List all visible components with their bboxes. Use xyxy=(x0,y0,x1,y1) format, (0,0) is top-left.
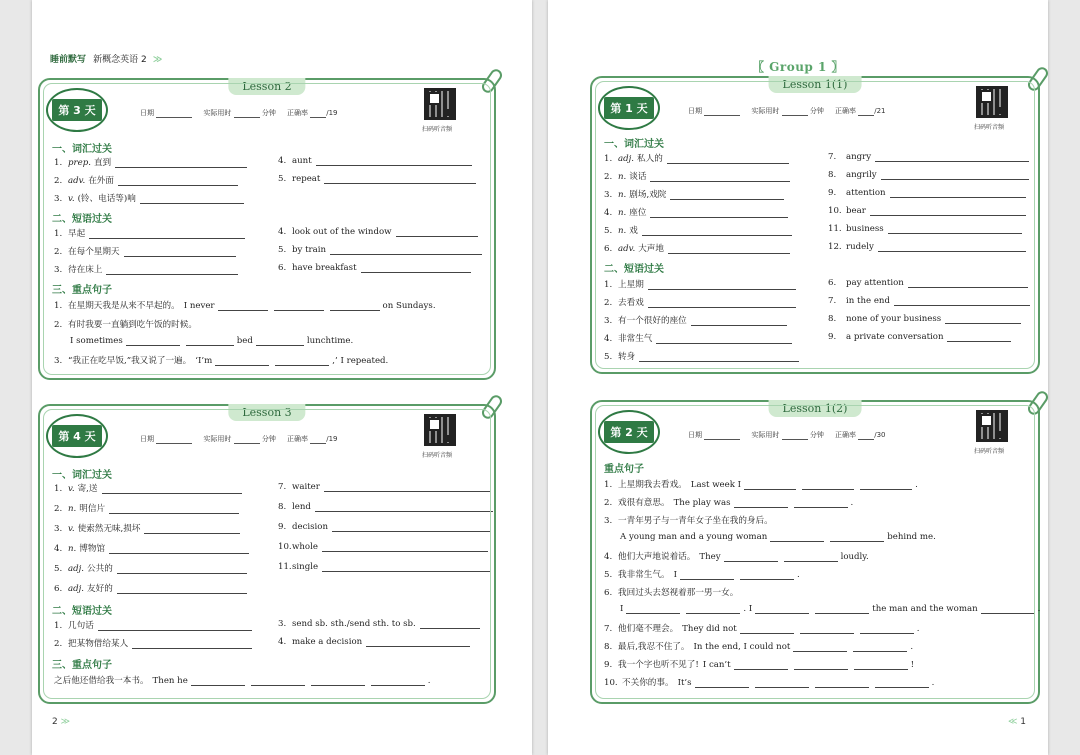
vocab-item: 9. decision xyxy=(278,522,490,532)
paperclip-icon xyxy=(1026,389,1051,417)
section-sentences: 重点句子 xyxy=(604,464,644,475)
phrase-item: 2. 把某物借给某人 xyxy=(54,637,252,649)
answer-blank[interactable] xyxy=(860,625,914,634)
answer-blank[interactable] xyxy=(126,337,180,346)
sentence-item: 6. 我回过头去怒视着那一男一女。 xyxy=(604,588,739,598)
answer-blank[interactable] xyxy=(124,248,236,257)
qr-caption: 扫码听音频 xyxy=(974,124,1005,131)
answer-blank[interactable] xyxy=(89,230,245,239)
vocab-item: 12. rudely xyxy=(828,242,1026,252)
section-vocabulary: 一、词汇过关 xyxy=(604,139,664,150)
sentence-item: 9. 我一个字也听不见了! I can’t ! xyxy=(604,660,915,670)
sentence-item: A young man and a young woman behind me. xyxy=(620,532,936,542)
answer-blank[interactable] xyxy=(650,173,790,182)
section-sentences: 三、重点句子 xyxy=(52,285,112,296)
answer-blank[interactable] xyxy=(981,605,1035,614)
answer-blank[interactable] xyxy=(132,640,252,649)
answer-blank[interactable] xyxy=(140,195,244,204)
vocab-item: 7. waiter xyxy=(278,482,490,492)
meta-row: 日期 实际用时 分钟 正确率 /19 xyxy=(140,109,338,117)
vocab-item: 9. attention xyxy=(828,188,1026,198)
phrase-item: 2. 去看戏 xyxy=(604,296,796,308)
worksheet-card-day3 xyxy=(38,78,496,380)
answer-blank[interactable] xyxy=(853,643,907,652)
qr-caption: 扫码听音频 xyxy=(422,126,453,133)
answer-blank[interactable] xyxy=(420,620,480,629)
day-badge: 第 4 天 xyxy=(46,414,108,458)
lesson-title: Lesson 1(1) xyxy=(769,76,862,93)
day-badge: 第 3 天 xyxy=(46,88,108,132)
answer-blank[interactable] xyxy=(650,209,788,218)
phrase-item: 7. in the end xyxy=(828,296,1030,306)
sentence-item: I sometimes bed lunchtime. xyxy=(70,336,354,346)
vocab-item: 4. n. 座位 xyxy=(604,206,788,218)
answer-blank[interactable] xyxy=(770,533,824,542)
sentence-item: 2. 戏很有意思。 The play was . xyxy=(604,498,854,508)
phrase-item: 3. send sb. sth./send sth. to sb. xyxy=(278,619,480,629)
vocab-item: 1. v. 寄,送 xyxy=(54,482,242,494)
answer-blank[interactable] xyxy=(275,357,329,366)
answer-blank[interactable] xyxy=(330,246,482,255)
answer-blank[interactable] xyxy=(186,337,234,346)
phrase-item: 1. 上星期 xyxy=(604,278,796,290)
answer-blank[interactable] xyxy=(800,625,854,634)
answer-blank[interactable] xyxy=(118,177,238,186)
answer-blank[interactable] xyxy=(794,661,848,670)
section-sentences: 三、重点句子 xyxy=(52,660,112,671)
vocab-item: 2. n. 明信片 xyxy=(54,502,239,514)
vocab-item: 5. adj. 公共的 xyxy=(54,562,247,574)
answer-blank[interactable] xyxy=(854,661,908,670)
answer-blank[interactable] xyxy=(860,481,912,490)
vocab-item: 6. adv. 大声地 xyxy=(604,242,790,254)
answer-blank[interactable] xyxy=(802,481,854,490)
vocab-item: 7. angry xyxy=(828,152,1029,162)
page-number: 2 ≫ xyxy=(52,717,71,727)
answer-blank[interactable] xyxy=(274,302,324,311)
answer-blank[interactable] xyxy=(740,625,794,634)
answer-blank[interactable] xyxy=(890,189,1026,198)
vocab-item: 11. business xyxy=(828,224,1022,234)
answer-blank[interactable] xyxy=(670,191,784,200)
meta-row: 日期 实际用时 分钟 正确率 /19 xyxy=(140,435,338,443)
group-title: 〖 Group 1 〗 xyxy=(751,60,845,74)
vocab-item: 8. angrily xyxy=(828,170,1029,180)
meta-row: 日期 实际用时 分钟 正确率 /30 xyxy=(688,431,886,439)
answer-blank[interactable] xyxy=(102,485,242,494)
day-badge: 第 2 天 xyxy=(598,410,660,454)
vocab-item: 10. bear xyxy=(828,206,1026,216)
phrase-item: 6. have breakfast xyxy=(278,263,471,273)
chevron-right-icon: ≫ xyxy=(60,717,71,727)
answer-blank[interactable] xyxy=(117,585,247,594)
answer-blank[interactable] xyxy=(784,553,838,562)
answer-blank[interactable] xyxy=(109,505,239,514)
section-phrases: 二、短语过关 xyxy=(52,606,112,617)
vocab-item: 2. adv. 在外面 xyxy=(54,174,238,186)
answer-blank[interactable] xyxy=(639,353,799,362)
phrase-item: 5. 转身 xyxy=(604,350,799,362)
paperclip-icon xyxy=(480,67,505,95)
answer-blank[interactable] xyxy=(734,661,788,670)
running-head-title: 睡前默写 xyxy=(50,55,87,65)
answer-blank[interactable] xyxy=(648,281,796,290)
answer-blank[interactable] xyxy=(315,503,493,512)
qr-code-icon[interactable] xyxy=(976,410,1008,442)
sentence-item: 2. 有时我要一直躺到吃午饭的时候。 xyxy=(54,320,197,330)
sentence-item: I . I the man and the woman . xyxy=(620,604,1041,614)
vocab-item: 11. single xyxy=(278,562,490,572)
section-vocabulary: 一、词汇过关 xyxy=(52,470,112,481)
answer-blank[interactable] xyxy=(691,317,787,326)
page-number: ≪ 1 xyxy=(1008,717,1027,727)
lesson-title: Lesson 2 xyxy=(228,78,305,95)
phrase-item: 4. make a decision xyxy=(278,637,470,647)
answer-blank[interactable] xyxy=(656,335,792,344)
answer-blank[interactable] xyxy=(322,563,490,572)
vocab-item: 5. n. 戏 xyxy=(604,224,792,236)
phrase-item: 4. look out of the window xyxy=(278,227,478,237)
vocab-item: 3. v. (铃、电话等)响 xyxy=(54,192,244,204)
answer-blank[interactable] xyxy=(667,155,789,164)
meta-row: 日期 实际用时 分钟 正确率 /21 xyxy=(688,107,886,115)
answer-blank[interactable] xyxy=(322,543,488,552)
answer-blank[interactable] xyxy=(945,315,1021,324)
sentence-item: 4. 他们大声地说着话。 They loudly. xyxy=(604,552,869,562)
phrase-item: 8. none of your business xyxy=(828,314,1021,324)
running-head-subtitle: 新概念英语 2 xyxy=(93,55,147,65)
sentence-item: 3. “我正在吃早饭,”我又说了一遍。 ‘I’m ,’ I repeated. xyxy=(54,356,389,366)
worksheet-card-day2 xyxy=(590,400,1040,704)
answer-blank[interactable] xyxy=(881,171,1029,180)
phrase-item: 3. 有一个很好的座位 xyxy=(604,314,787,326)
answer-blank[interactable] xyxy=(324,175,476,184)
sentence-item: 10. 不关你的事。 It’s . xyxy=(604,678,935,688)
answer-blank[interactable] xyxy=(875,153,1029,162)
answer-blank[interactable] xyxy=(98,622,252,631)
qr-caption: 扫码听音频 xyxy=(422,452,453,459)
answer-blank[interactable] xyxy=(366,638,470,647)
answer-blank[interactable] xyxy=(371,677,425,686)
answer-blank[interactable] xyxy=(332,523,490,532)
running-head xyxy=(50,52,162,65)
phrase-item: 5. by train xyxy=(278,245,482,255)
answer-blank[interactable] xyxy=(396,228,478,237)
phrase-item: 4. 非常生气 xyxy=(604,332,792,344)
answer-blank[interactable] xyxy=(311,677,365,686)
answer-blank[interactable] xyxy=(218,302,268,311)
answer-blank[interactable] xyxy=(908,279,1028,288)
vocab-item: 2. n. 谈话 xyxy=(604,170,790,182)
vocab-item: 3. n. 剧场,戏院 xyxy=(604,188,784,200)
right-page xyxy=(548,0,1048,755)
answer-blank[interactable] xyxy=(744,481,796,490)
left-page xyxy=(32,0,532,755)
phrase-item: 1. 几句话 xyxy=(54,619,252,631)
answer-blank[interactable] xyxy=(361,264,471,273)
answer-blank[interactable] xyxy=(794,499,848,508)
phrase-item: 9. a private conversation xyxy=(828,332,1011,342)
answer-blank[interactable] xyxy=(740,571,794,580)
sentence-item: 1. 在星期天我是从来不早起的。 I never on Sundays. xyxy=(54,301,436,311)
vocab-item: 6. adj. 友好的 xyxy=(54,582,247,594)
worksheet-card-day1 xyxy=(590,76,1040,374)
answer-blank[interactable] xyxy=(680,571,734,580)
chevron-right-icon: ≫ xyxy=(152,55,163,65)
answer-blank[interactable] xyxy=(648,299,796,308)
vocab-item: 10. whole xyxy=(278,542,488,552)
answer-blank[interactable] xyxy=(256,337,304,346)
phrase-item: 2. 在每个星期天 xyxy=(54,245,236,257)
section-phrases: 二、短语过关 xyxy=(604,264,664,275)
answer-blank[interactable] xyxy=(324,483,490,492)
vocab-item: 8. lend xyxy=(278,502,493,512)
phrase-item: 6. pay attention xyxy=(828,278,1028,288)
section-phrases: 二、短语过关 xyxy=(52,214,112,225)
vocab-item: 3. v. 使索然无味,损坏 xyxy=(54,522,240,534)
answer-blank[interactable] xyxy=(215,357,269,366)
day-badge: 第 1 天 xyxy=(598,86,660,130)
phrase-item: 1. 早起 xyxy=(54,227,245,239)
answer-blank[interactable] xyxy=(815,679,869,688)
answer-blank[interactable] xyxy=(115,159,247,168)
vocab-item: 4. aunt xyxy=(278,156,472,166)
answer-blank[interactable] xyxy=(316,157,472,166)
answer-blank[interactable] xyxy=(251,677,305,686)
vocab-item: 4. n. 博物馆 xyxy=(54,542,249,554)
phrase-item: 3. 待在床上 xyxy=(54,263,238,275)
sentence-item: 7. 他们毫不理会。 They did not . xyxy=(604,624,920,634)
answer-blank[interactable] xyxy=(734,499,788,508)
lesson-title: Lesson 1(2) xyxy=(769,400,862,417)
sentence-item: 之后他还借给我一本书。 Then he . xyxy=(54,676,431,686)
answer-blank[interactable] xyxy=(755,679,809,688)
vocab-item: 5. repeat xyxy=(278,174,476,184)
chevron-left-icon: ≪ xyxy=(1008,717,1018,727)
answer-blank[interactable] xyxy=(878,243,1026,252)
answer-blank[interactable] xyxy=(755,605,809,614)
vocab-item: 1. prep. 直到 xyxy=(54,156,247,168)
paperclip-icon xyxy=(480,393,505,421)
lesson-title: Lesson 3 xyxy=(228,404,305,421)
answer-blank[interactable] xyxy=(686,605,740,614)
answer-blank[interactable] xyxy=(793,643,847,652)
answer-blank[interactable] xyxy=(626,605,680,614)
qr-caption: 扫码听音频 xyxy=(974,448,1005,455)
answer-blank[interactable] xyxy=(894,297,1030,306)
sentence-item: 1. 上星期我去看戏。 Last week I . xyxy=(604,480,918,490)
answer-blank[interactable] xyxy=(642,227,792,236)
sentence-item: 3. 一青年男子与一青年女子坐在我的身后。 xyxy=(604,516,773,526)
answer-blank[interactable] xyxy=(695,679,749,688)
worksheet-card-day4 xyxy=(38,404,496,704)
answer-blank[interactable] xyxy=(668,245,790,254)
answer-blank[interactable] xyxy=(191,677,245,686)
answer-blank[interactable] xyxy=(144,525,240,534)
answer-blank[interactable] xyxy=(106,266,238,275)
qr-code-icon[interactable] xyxy=(976,86,1008,118)
answer-blank[interactable] xyxy=(888,225,1022,234)
sentence-item: 8. 最后,我忍不住了。 In the end, I could not . xyxy=(604,642,914,652)
vocab-item: 1. adj. 私人的 xyxy=(604,152,789,164)
answer-blank[interactable] xyxy=(870,207,1026,216)
answer-blank[interactable] xyxy=(830,533,884,542)
qr-code-icon[interactable] xyxy=(424,88,456,120)
answer-blank[interactable] xyxy=(724,553,778,562)
answer-blank[interactable] xyxy=(947,333,1011,342)
section-vocabulary: 一、词汇过关 xyxy=(52,144,112,155)
answer-blank[interactable] xyxy=(875,679,929,688)
answer-blank[interactable] xyxy=(117,565,247,574)
answer-blank[interactable] xyxy=(109,545,249,554)
answer-blank[interactable] xyxy=(330,302,380,311)
answer-blank[interactable] xyxy=(815,605,869,614)
sentence-item: 5. 我非常生气。 I . xyxy=(604,570,800,580)
qr-code-icon[interactable] xyxy=(424,414,456,446)
